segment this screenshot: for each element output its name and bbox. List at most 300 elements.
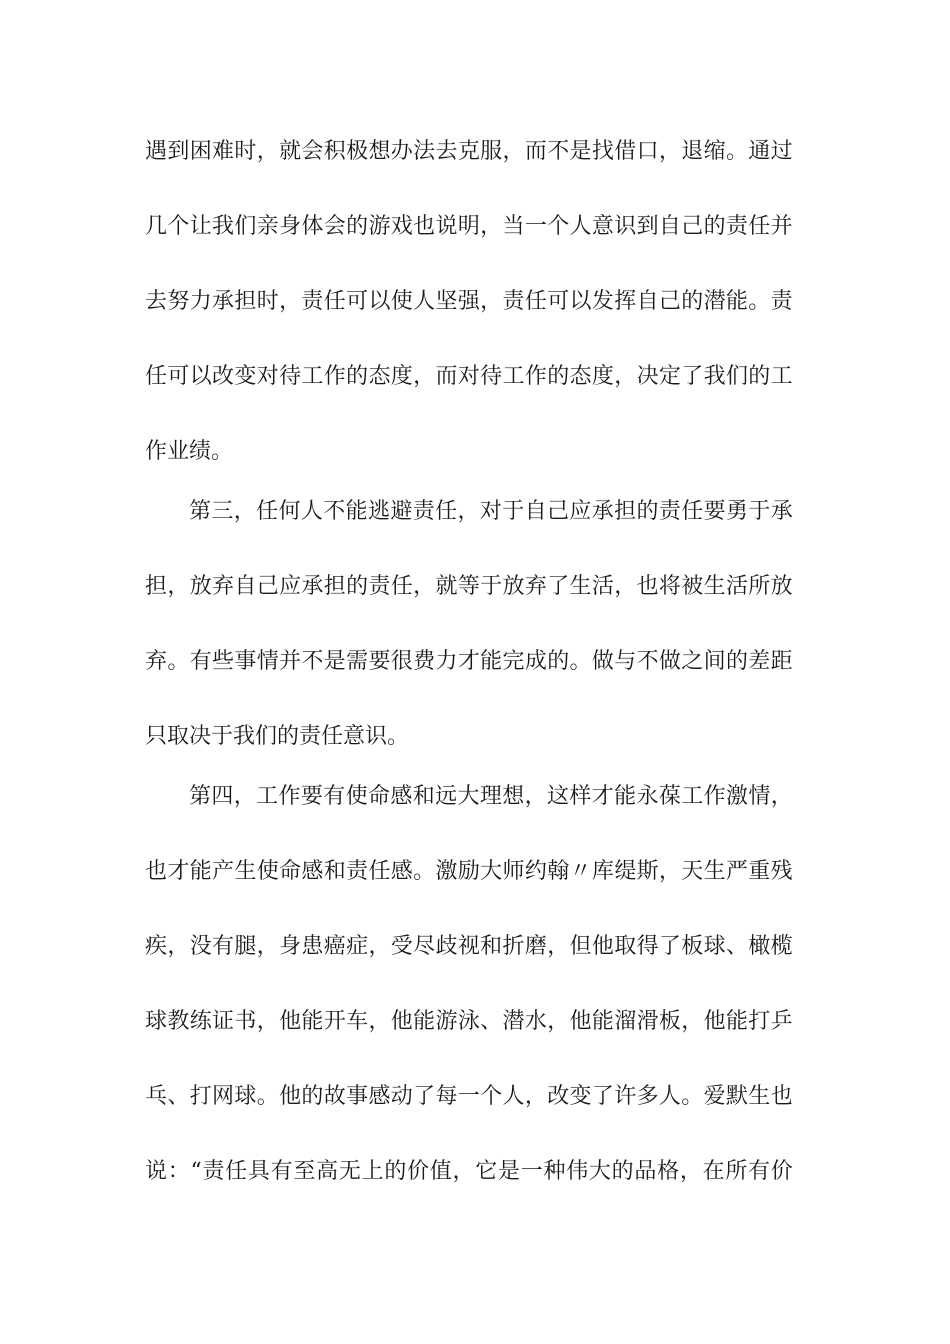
text-char: 癌 [323,934,346,959]
text-char: 过 [770,139,793,164]
text-char: ， [167,574,190,599]
text-char: 的 [547,649,570,674]
text-char: 待 [279,364,302,389]
text-char: 至 [293,1159,316,1184]
text-char: 能 [614,784,637,809]
text-char: 理 [479,784,502,809]
text-char: 责 [202,1159,225,1184]
text-char: 于 [480,574,503,599]
text-char: 自 [524,499,547,524]
text-char: 打 [189,1084,212,1109]
text-char: 价 [407,1159,430,1184]
text-char: 滑 [636,1009,659,1034]
text-char: 体 [301,214,324,239]
text-char: 会 [301,139,324,164]
text-char: 约 [524,859,547,884]
text-char: 责 [658,499,681,524]
text-char: 逃 [368,499,391,524]
text-char: 重 [748,859,771,884]
text-char: 的 [384,1159,407,1184]
text-char: 症 [346,934,369,959]
text-char: 腿 [234,934,257,959]
text-char: 。 [569,649,592,674]
text-char: 网 [212,1084,235,1109]
text-char: 不 [301,649,324,674]
text-char: 。 [725,139,748,164]
text-char: 身 [279,214,302,239]
text-char: 责 [770,289,793,314]
text-char: 生 [748,1084,771,1109]
text-char: 不 [323,499,346,524]
text-char: 有 [212,934,235,959]
text-char: 上 [361,1159,384,1184]
text-char: 间 [703,649,726,674]
text-char: 承 [301,574,324,599]
text-char: 练 [189,1009,212,1034]
text-char: 距 [770,649,793,674]
text-char: 、 [480,1009,503,1034]
text-char: 球 [234,1084,257,1109]
text-char: 工 [301,364,324,389]
text-char: 作 [278,784,301,809]
text-char: 勇 [726,499,749,524]
text-char: 所 [748,574,771,599]
text-char: 任 [748,214,771,239]
text-char: 有 [270,1159,293,1184]
text-char: 激 [435,859,458,884]
text-char: ， [167,934,190,959]
text-char: 明 [457,214,480,239]
text-char: 力 [435,649,458,674]
text-line [145,212,793,242]
text-char: 球 [145,1009,168,1034]
text-char: 对 [256,364,279,389]
text-char: 变 [569,1084,592,1109]
text-char: 车 [346,1009,369,1034]
text-char: 放 [502,574,525,599]
text-char: 感 [301,859,324,884]
text-char: 故 [323,1084,346,1109]
text-char: 事 [346,1084,369,1109]
text-char: 的 [681,289,704,314]
text-char: 可 [346,289,369,314]
text-char: ， [480,214,503,239]
text-char: 的 [346,364,369,389]
text-char: 担 [234,289,257,314]
text-char: 遇 [145,139,168,164]
text-char: 它 [475,1159,498,1184]
text-char: 游 [368,214,391,239]
text-char: 我 [212,214,235,239]
text-line [145,137,793,167]
text-char: 他 [591,934,614,959]
text-char: 改 [212,364,235,389]
text-char: 但 [569,934,592,959]
text-char: 能 [301,1009,324,1034]
text-char: 作 [703,784,726,809]
text-line [145,647,793,677]
text-char: 度 [591,364,614,389]
text-char: 第 [189,499,212,524]
text-char: 决 [636,364,659,389]
text-char: ， [256,139,279,164]
text-char: 天 [681,859,704,884]
text-char: 担 [614,499,637,524]
text-char: 会 [323,214,346,239]
text-char: 开 [323,1009,346,1034]
text-char: 橄 [748,934,771,959]
text-char: ， [233,499,256,524]
text-char: 斯 [636,859,659,884]
text-char: 并 [770,214,793,239]
text-char: 费 [413,649,436,674]
text-char: 坚 [435,289,458,314]
text-char: 严 [725,859,748,884]
text-line [145,572,793,602]
text-char: 。 [256,1084,279,1109]
text-char: 他 [279,1009,302,1034]
text-char: 活 [591,574,614,599]
text-char: 、 [725,934,748,959]
text-char: 板 [681,934,704,959]
text-char: 应 [279,574,302,599]
text-char: 〃 [569,859,592,884]
text-char: 产 [212,859,235,884]
text-char: ， [256,934,279,959]
text-char: 师 [502,859,525,884]
text-char: 就 [279,139,302,164]
text-char: 三 [211,499,234,524]
text-char: 工 [770,364,793,389]
text-char: 作 [323,364,346,389]
text-char: 时 [234,139,257,164]
text-char: 身 [279,934,302,959]
text-char: 远 [435,784,458,809]
text-char: 感 [390,859,413,884]
text-char: 了 [547,574,570,599]
text-char: 样 [569,784,592,809]
text-char: 四 [211,784,234,809]
text-char: 他 [569,1009,592,1034]
text-line [145,857,793,887]
text-char: 动 [390,1084,413,1109]
text-char: 几 [145,214,168,239]
text-char: 高 [316,1159,339,1184]
text-line [145,1157,793,1187]
text-char: 有 [323,784,346,809]
text-char: 的 [346,574,369,599]
text-char: ， [547,1009,570,1034]
text-char: 说 [145,1159,168,1184]
text-char: 他 [279,1084,302,1109]
text-char: 等 [457,574,480,599]
text-char: 放 [770,574,793,599]
text-line [145,287,793,317]
text-char: 戏 [390,214,413,239]
paragraph-first-line [189,497,793,527]
text-char: 成 [524,649,547,674]
text-char: 找 [591,139,614,164]
text-char: 视 [457,934,480,959]
text-char: 克 [457,139,480,164]
text-char: 度 [390,364,413,389]
text-char: 和 [323,859,346,884]
text-char: 弃 [145,649,168,674]
text-char: ： [167,1159,190,1184]
text-char: 没 [189,934,212,959]
text-char: 许 [614,1084,637,1109]
text-char: 大 [480,859,503,884]
text-char: 能 [189,859,212,884]
text-char: 榄 [770,934,793,959]
text-char: 了 [413,1084,436,1109]
text-char: 活 [725,574,748,599]
text-char: 第 [189,784,212,809]
text-char: 缩 [703,139,726,164]
text-char: 葆 [658,784,681,809]
text-char: ， [413,574,436,599]
text-char: 是 [323,649,346,674]
text-char: 以 [569,289,592,314]
text-char: 当 [502,214,525,239]
text-char: ， [679,1159,702,1184]
text-char: 了 [658,934,681,959]
text-char: 能 [725,1009,748,1034]
text-char: 何 [278,499,301,524]
text-char: 到 [636,214,659,239]
text-char: ， [279,289,302,314]
text-char: 情 [256,649,279,674]
text-char: 应 [569,499,592,524]
text-char: 想 [368,139,391,164]
text-char: 库 [591,859,614,884]
text-char: 了 [591,1084,614,1109]
text-char: 做 [658,649,681,674]
text-char: ， [614,574,637,599]
text-char: 品 [634,1159,657,1184]
text-char: 去 [435,139,458,164]
text-char: 的 [346,214,369,239]
text-char: 能 [725,289,748,314]
text-char: 难 [212,139,235,164]
text-char: 无 [338,1159,361,1184]
text-char: 这 [547,784,570,809]
text-char: ， [256,1009,279,1034]
text-char: 努 [167,289,190,314]
text-char: ， [547,934,570,959]
text-char: ， [368,1009,391,1034]
text-char: 格 [657,1159,680,1184]
text-char: ， [524,1084,547,1109]
text-char: 。 [681,1084,704,1109]
text-char: 担 [323,574,346,599]
text-char: 而 [435,364,458,389]
text-char: 他 [390,1009,413,1034]
text-char: 有 [189,649,212,674]
text-char: 服 [480,139,503,164]
text-char: 尽 [413,934,436,959]
text-line [145,932,793,962]
text-line: 作业绩。 [145,439,234,464]
text-char: 任 [390,574,413,599]
text-char: 承 [212,289,235,314]
text-char: 种 [543,1159,566,1184]
text-char: 取 [614,934,637,959]
text-char: 一 [457,1084,480,1109]
text-char: 己 [658,289,681,314]
text-char: ， [524,784,547,809]
text-char: 己 [681,214,704,239]
text-char: 命 [368,784,391,809]
text-char: 之 [681,649,704,674]
text-char: 所 [725,1159,748,1184]
text-char: 生 [703,859,726,884]
text-char: 被 [681,574,704,599]
text-char: 借 [614,139,637,164]
text-char: 们 [234,214,257,239]
text-char: 对 [457,364,480,389]
text-char: 改 [547,1084,570,1109]
text-char: 才 [457,649,480,674]
text-char: 去 [145,289,168,314]
text-char: 识 [614,214,637,239]
text-char: 潜 [502,1009,525,1034]
text-char: 要 [368,649,391,674]
text-char: 感 [390,784,413,809]
text-char: 退 [681,139,704,164]
text-char: 而 [524,139,547,164]
text-char: 大 [588,1159,611,1184]
text-char: 差 [748,649,771,674]
text-char: 乒 [770,1009,793,1034]
text-char: 承 [770,499,793,524]
text-char: 书 [234,1009,257,1034]
text-char: 任 [145,364,168,389]
text-char: 时 [256,289,279,314]
text-char: 人 [413,289,436,314]
text-char: 责 [502,289,525,314]
text-char: 以 [368,289,391,314]
text-char: 任 [225,1159,248,1184]
text-char: 溜 [614,1009,637,1034]
text-char: 的 [547,364,570,389]
text-char: 潜 [703,289,726,314]
text-char: 办 [390,139,413,164]
text-char: 们 [725,364,748,389]
text-line [145,362,793,392]
text-char: 磨 [524,934,547,959]
text-char: 个 [547,214,570,239]
text-char: 工 [256,784,279,809]
text-char: 亲 [256,214,279,239]
text-char: 的 [611,1159,634,1184]
text-char: 。 [167,649,190,674]
text-char: 和 [412,784,435,809]
text-char: 值 [429,1159,452,1184]
text-char: 折 [502,934,525,959]
text-char: 完 [502,649,525,674]
text-char: 才 [167,859,190,884]
text-char: 具 [247,1159,270,1184]
text-char: 永 [636,784,659,809]
text-char: 己 [547,499,570,524]
text-char: 人 [502,1084,525,1109]
text-char: 大 [457,784,480,809]
text-char: 缇 [614,859,637,884]
text-char: 对 [479,499,502,524]
text-char: ， [658,139,681,164]
text-char: 价 [770,1159,793,1184]
text-char: 做 [591,649,614,674]
text-char: 我 [703,364,726,389]
text-char: 到 [167,139,190,164]
text-char: 己 [256,574,279,599]
text-char: 放 [189,574,212,599]
text-char: 些 [212,649,235,674]
text-line [145,1007,793,1037]
text-char: 感 [368,1084,391,1109]
text-char: 发 [591,289,614,314]
text-char: 定 [658,364,681,389]
text-char: 命 [279,859,302,884]
text-char: 弃 [524,574,547,599]
text-char: 翰 [547,859,570,884]
text-char: 任 [368,859,391,884]
text-char: 任 [323,289,346,314]
text-char: 责 [346,859,369,884]
text-char: 泳 [457,1009,480,1034]
text-char: 人 [569,214,592,239]
text-char: 需 [346,649,369,674]
text-char: 在 [702,1159,725,1184]
text-char: 生 [703,574,726,599]
text-char: 极 [346,139,369,164]
text-char: 任 [256,499,279,524]
text-char: 证 [212,1009,235,1034]
text-char: 每 [435,1084,458,1109]
text-char: 的 [636,499,659,524]
text-char: 自 [636,289,659,314]
text-char: 口 [636,139,659,164]
text-char: 。 [413,859,436,884]
text-char: 也 [413,214,436,239]
text-char: 不 [636,649,659,674]
text-char: ， [457,499,480,524]
text-char: 默 [725,1084,748,1109]
text-char: 能 [345,499,368,524]
text-line [145,1082,793,1112]
text-line: 只取决于我们的责任意识。 [145,724,410,749]
text-char: 说 [435,214,458,239]
text-char: 变 [234,364,257,389]
text-char: 使 [390,289,413,314]
text-char: 事 [234,649,257,674]
text-char: 积 [323,139,346,164]
text-char: 乓 [145,1084,168,1109]
text-char: 力 [189,289,212,314]
text-char: 于 [748,499,771,524]
text-char: 爱 [703,1084,726,1109]
text-char: 和 [480,934,503,959]
text-char: 个 [167,214,190,239]
text-char: 态 [368,364,391,389]
text-char: ， [413,364,436,389]
text-char: ， [770,784,793,809]
text-char: 挥 [614,289,637,314]
text-char: 要 [300,784,323,809]
text-char: 生 [234,859,257,884]
text-char: 很 [390,649,413,674]
